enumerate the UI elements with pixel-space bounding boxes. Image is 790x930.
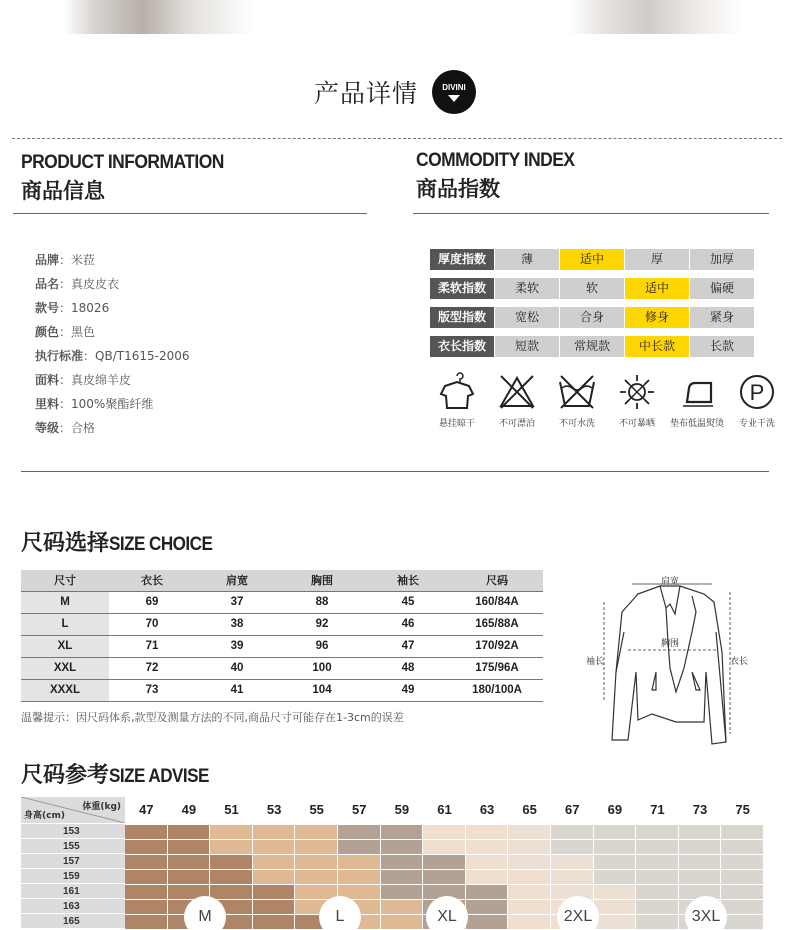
size-grid-cell [381,900,424,914]
size-grid-cell [338,840,381,854]
size-grid-cell [125,870,168,884]
height-row-header: 155 [21,839,125,854]
size-grid-cell [721,915,764,929]
commodity-index-heading [416,150,588,203]
product-info-key: 面料 [35,373,60,387]
product-info-value: 黑色 [71,325,96,339]
size-grid-cell [636,915,679,929]
size-grid-cell [295,825,338,839]
size-table-cell: 41 [195,679,279,701]
size-grid-cell [679,825,722,839]
size-grid-cell [508,870,551,884]
weight-col-header: 69 [607,802,623,817]
size-table-cell: 96 [279,635,365,657]
index-option-selected: 修身 [625,307,689,328]
size-table-cell: 180/100A [451,679,543,701]
index-row-label: 厚度指数 [430,249,494,270]
size-grid-cell [423,870,466,884]
product-info-rule [13,213,367,214]
sleeve-label: 袖长 [586,657,605,667]
size-grid-cell [721,825,764,839]
size-table-row [21,635,543,657]
size-grid-cell [721,840,764,854]
size-grid-cell [423,840,466,854]
weight-col-header: 47 [139,802,154,817]
size-table-header-cell: 袖长 [365,570,451,591]
hang-dry-icon [437,372,477,412]
dry-clean-p-icon [737,372,777,412]
index-row-label: 版型指数 [430,307,494,328]
height-row [21,914,769,929]
size-table-cell: 46 [365,613,451,635]
svg-text:P: P [749,380,765,405]
size-grid-cell [508,885,551,899]
product-info-sep: ： [59,301,72,315]
size-table-cell: L [21,613,109,635]
size-advise-corner [21,797,125,823]
size-grid-cell [125,885,168,899]
size-advise-header-row [21,797,769,823]
size-badge: 3XL [685,896,727,930]
size-grid-cell [210,870,253,884]
size-grid-cell [168,825,211,839]
size-grid-cell [253,855,296,869]
size-grid-cell [423,855,466,869]
no-sun-icon [617,372,657,412]
size-table-header [21,570,543,591]
size-grid-cell [381,825,424,839]
size-grid-cell [210,885,253,899]
no-wash-icon [557,372,597,412]
weight-col-header: 67 [565,802,580,817]
size-grid-cell [594,840,637,854]
product-info-sep: ： [59,421,72,435]
brand-logo [432,70,476,114]
care-item-no-wash [550,372,604,429]
size-grid-cell [295,840,338,854]
size-grid-cell [466,870,509,884]
jacket-outline-icon [612,586,726,744]
size-grid-cell [594,915,637,929]
size-grid-cell [508,825,551,839]
height-row-header: 163 [21,899,125,914]
size-grid-cell [636,825,679,839]
size-grid-cell [508,915,551,929]
product-info-list [35,248,190,440]
size-table-header-cell: 肩宽 [195,570,279,591]
size-table-cell: 92 [279,613,365,635]
size-grid-cell [508,855,551,869]
height-row [21,869,769,884]
index-option: 短款 [495,336,559,357]
weight-col-header: 71 [650,802,665,817]
care-label: 专业干洗 [738,419,775,429]
size-grid-cell [636,900,679,914]
size-grid-cell [210,825,253,839]
product-info-value: 真皮绵羊皮 [71,373,132,387]
size-table-cell: 37 [195,591,279,613]
weight-col-header: 49 [181,802,197,817]
product-info-sep: ： [59,277,72,291]
no-bleach-icon [497,372,537,412]
weight-col-header: 63 [479,802,495,817]
size-table-cell: 71 [109,635,195,657]
chest-label: 胸围 [660,639,680,649]
size-grid-cell [636,885,679,899]
product-info-value: 18026 [71,301,110,315]
size-grid-cell [594,855,637,869]
height-axis-label: 身高(cm) [24,811,65,821]
size-grid-cell [721,855,764,869]
product-info-key: 颜色 [35,325,60,339]
size-grid-cell [253,900,296,914]
index-option: 偏硬 [690,278,754,299]
product-info-value: 米菈 [71,253,96,267]
size-grid-cell [210,840,253,854]
size-grid-cell [679,870,722,884]
product-info-key: 款号 [35,301,60,315]
size-table-cell: XXL [21,657,109,679]
product-info-row [35,416,190,440]
size-choice-title-en: SIZE CHOICE [109,534,213,555]
height-row [21,854,769,869]
weight-col-header: 57 [352,802,367,817]
care-label: 不可暴晒 [618,419,655,429]
size-grid-cell [168,840,211,854]
page-title-text: 产品详情 [313,79,418,108]
brand-logo-text: DIVINI [442,82,466,92]
size-grid-cell [466,900,509,914]
size-table-cell: 70 [109,613,195,635]
product-info-sep: ： [83,349,96,363]
commodity-index-title-en: COMMODITY INDEX [416,150,575,171]
height-row [21,839,769,854]
size-table-row [21,591,543,613]
care-item-hang-dry [430,372,484,429]
size-table-header-cell: 衣长 [109,570,195,591]
size-table-row [21,679,543,701]
size-grid-cell [125,825,168,839]
size-table-header-cell: 尺寸 [21,570,109,591]
care-label: 垫布低温熨烫 [670,419,725,429]
size-table-header-cell: 胸围 [279,570,365,591]
weight-col-header: 75 [735,802,750,817]
size-grid-cell [423,825,466,839]
size-table-cell: 100 [279,657,365,679]
height-row [21,824,769,839]
product-info-row [35,344,190,368]
size-grid-cell [721,900,764,914]
product-info-row [35,320,190,344]
length-label: 衣长 [730,657,749,667]
size-table-cell: 48 [365,657,451,679]
page-title [0,64,790,120]
size-table-cell: M [21,591,109,613]
size-table-cell: 88 [279,591,365,613]
product-info-value: 真皮皮衣 [71,277,120,291]
index-option: 长款 [690,336,754,357]
product-info-row [35,248,190,272]
product-info-key: 等级 [35,421,60,435]
size-table-cell: XL [21,635,109,657]
size-grid-cell [338,870,381,884]
size-grid-cell [381,855,424,869]
size-grid-cell [168,855,211,869]
size-advise-title-cn: 尺码参考 [21,763,110,788]
size-grid-cell [594,870,637,884]
care-item-low-iron [670,372,724,429]
product-info-title-en: PRODUCT INFORMATION [21,152,224,173]
size-grid-cell [466,825,509,839]
commodity-index-title-cn: 商品指数 [416,177,500,201]
size-grid-cell [168,870,211,884]
size-grid-cell [253,870,296,884]
size-table-cell: 170/92A [451,635,543,657]
size-note: 温馨提示：因尺码体系,款型及测量方法的不同,商品尺寸可能存在1-3cm的误差 [21,711,404,724]
size-table-cell: 165/88A [451,613,543,635]
size-grid-cell [636,840,679,854]
care-instructions [430,372,790,429]
index-option: 厚 [625,249,689,270]
size-grid-cell [253,825,296,839]
index-option: 薄 [495,249,559,270]
size-grid-cell [381,885,424,899]
product-info-row [35,392,190,416]
size-grid-cell [636,870,679,884]
weight-col-header: 61 [437,802,452,817]
index-option-selected: 中长款 [625,336,689,357]
size-grid-cell [125,855,168,869]
product-info-row [35,272,190,296]
product-info-row [35,296,190,320]
size-advise-title-en: SIZE ADVISE [109,766,209,787]
height-row-header: 161 [21,884,125,899]
care-item-dry-clean [730,372,784,429]
index-option: 宽松 [495,307,559,328]
care-label: 不可水洗 [558,419,595,429]
size-grid-cell [594,885,637,899]
size-advise-grid [21,824,769,929]
size-table-row [21,613,543,635]
weight-col-header: 55 [309,802,324,817]
product-info-key: 里料 [35,397,60,411]
size-grid-cell [636,855,679,869]
size-choice-heading [21,526,224,557]
size-table-cell: 73 [109,679,195,701]
index-row-label: 柔软指数 [430,278,494,299]
product-info-heading [21,152,241,205]
height-row-header: 165 [21,914,125,929]
care-label: 悬挂晾干 [438,419,475,429]
size-grid-cell [125,915,168,929]
size-table-cell: XXXL [21,679,109,701]
size-grid-cell [679,855,722,869]
size-table-cell: 72 [109,657,195,679]
section-rule [21,471,769,472]
weight-col-header: 73 [692,802,708,817]
care-label: 不可漂泊 [498,419,535,429]
size-grid-cell [466,885,509,899]
product-info-sep: ： [59,253,72,267]
size-grid-cell [508,840,551,854]
size-grid-cell [721,885,764,899]
size-grid-cell [295,855,338,869]
size-grid-cell [551,870,594,884]
index-option: 柔软 [495,278,559,299]
jacket-diagram [580,572,765,750]
index-option: 常规款 [560,336,624,357]
low-iron-icon [677,372,717,412]
size-table-cell: 104 [279,679,365,701]
index-option: 合身 [560,307,624,328]
weight-axis-label: 体重(kg) [82,802,121,812]
size-grid-cell [466,855,509,869]
size-grid-cell [551,840,594,854]
size-grid-cell [466,915,509,929]
top-banner-strip [0,0,790,34]
size-grid-cell [338,825,381,839]
index-option-selected: 适中 [625,278,689,299]
product-info-value: QB/T1615-2006 [95,349,190,363]
size-grid-cell [508,900,551,914]
size-table-row [21,657,543,679]
index-row [430,336,755,357]
shoulder-label: 肩宽 [660,577,680,587]
size-table-cell: 160/84A [451,591,543,613]
size-table-cell: 69 [109,591,195,613]
size-badge: 2XL [557,896,599,930]
size-table-cell: 38 [195,613,279,635]
size-grid-cell [125,840,168,854]
size-badge: XL [426,896,468,930]
product-info-value: 合格 [71,421,96,435]
height-row [21,899,769,914]
size-badge: L [319,896,361,930]
size-badge: M [184,896,226,930]
product-info-key: 品牌 [35,253,60,267]
product-info-sep: ： [59,397,72,411]
size-grid-cell [381,915,424,929]
size-grid-cell [679,840,722,854]
size-table-cell: 45 [365,591,451,613]
size-grid-cell [721,870,764,884]
size-grid-cell [381,870,424,884]
product-info-key: 执行标准 [35,349,84,363]
product-info-value: 100%聚酯纤维 [71,397,154,411]
size-grid-cell [210,855,253,869]
commodity-index-rule [413,213,769,214]
size-grid-cell [295,870,338,884]
care-item-no-sun [610,372,664,429]
dashed-divider [12,138,782,139]
height-row-header: 159 [21,869,125,884]
size-grid-cell [338,855,381,869]
size-table-cell: 49 [365,679,451,701]
index-option-selected: 适中 [560,249,624,270]
size-grid-cell [551,825,594,839]
product-info-row [35,368,190,392]
size-grid-cell [253,885,296,899]
weight-col-header: 65 [522,802,537,817]
size-table-cell: 39 [195,635,279,657]
size-grid-cell [594,900,637,914]
index-row [430,249,755,270]
height-row-header: 157 [21,854,125,869]
size-grid-cell [253,840,296,854]
product-info-title-cn: 商品信息 [21,179,105,203]
height-row [21,884,769,899]
size-table [21,570,543,702]
size-table-cell: 47 [365,635,451,657]
index-option: 加厚 [690,249,754,270]
product-info-sep: ： [59,373,72,387]
care-item-no-bleach [490,372,544,429]
product-info-key: 品名 [35,277,60,291]
size-table-cell: 40 [195,657,279,679]
index-option: 软 [560,278,624,299]
commodity-index-table [430,249,755,365]
weight-col-header: 59 [394,802,410,817]
size-grid-cell [125,900,168,914]
index-row [430,307,755,328]
index-row-label: 衣长指数 [430,336,494,357]
height-row-header: 153 [21,824,125,839]
size-table-header-cell: 尺码 [451,570,543,591]
size-grid-cell [466,840,509,854]
size-grid-cell [253,915,296,929]
size-grid-cell [594,825,637,839]
product-info-sep: ： [59,325,72,339]
size-grid-cell [551,855,594,869]
weight-col-header: 53 [266,802,282,817]
size-choice-title-cn: 尺码选择 [21,531,110,556]
index-option: 紧身 [690,307,754,328]
size-advise-heading [21,758,220,789]
weight-col-header: 51 [224,802,239,817]
index-row [430,278,755,299]
size-grid-cell [381,840,424,854]
size-table-cell: 175/96A [451,657,543,679]
logo-triangle-icon [448,95,460,102]
